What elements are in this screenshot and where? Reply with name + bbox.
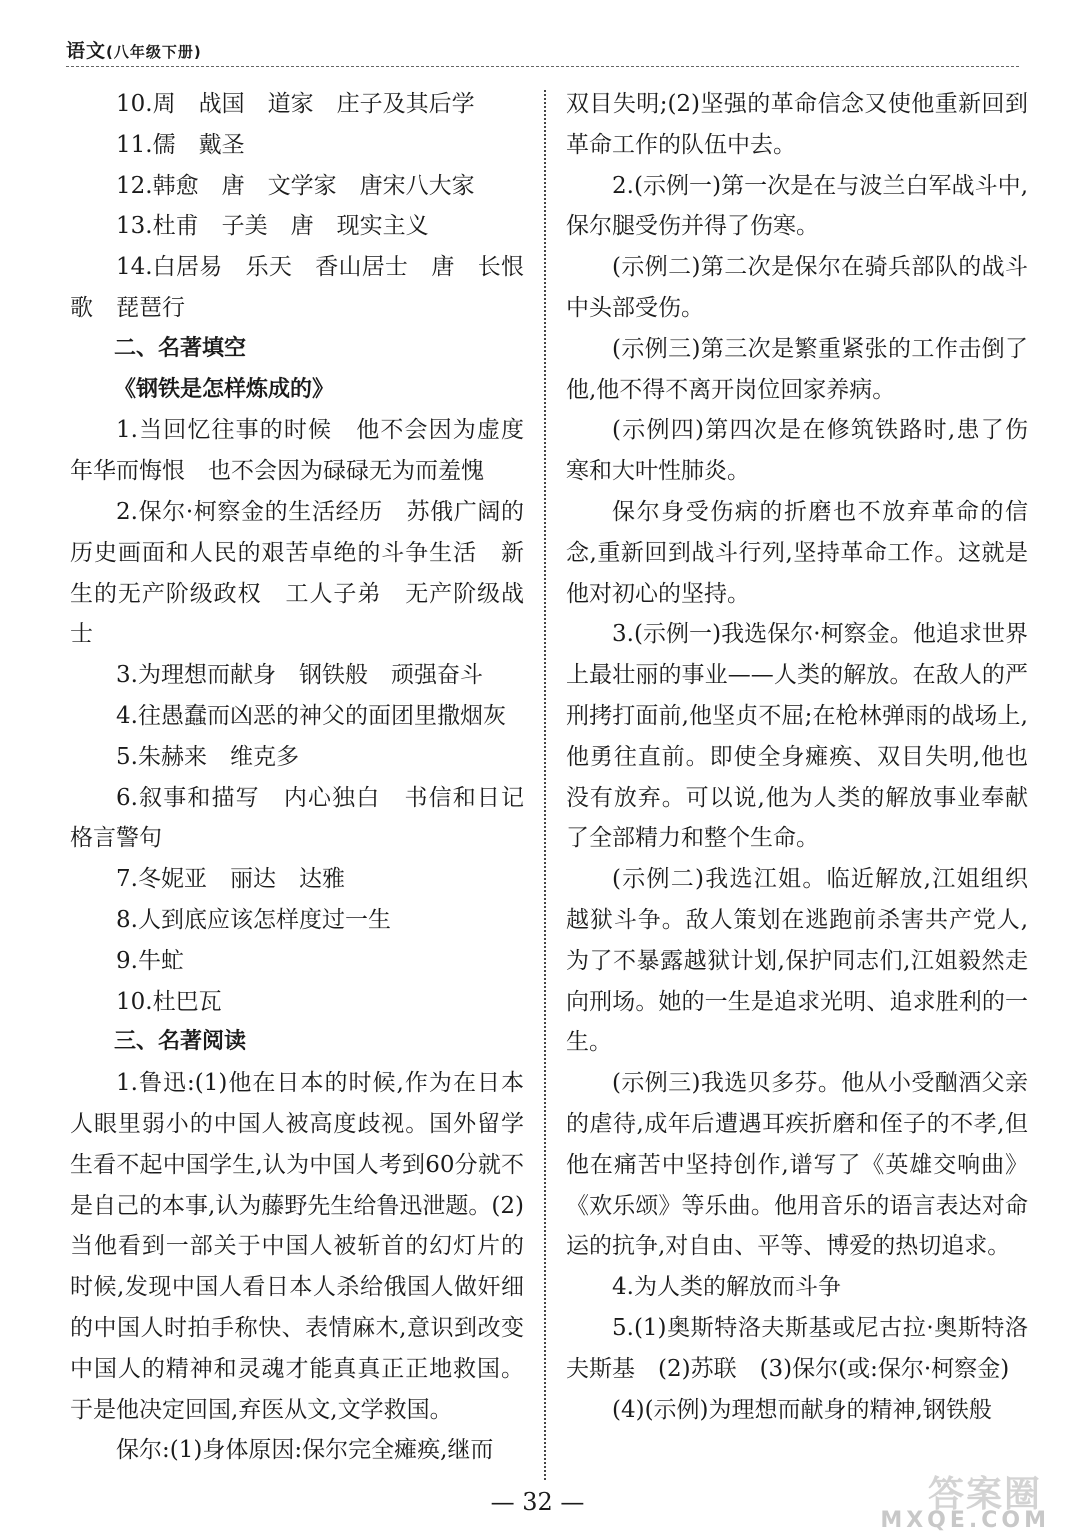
text-paragraph: 双目失明;(2)坚强的革命信念又使他重新回到革命工作的队伍中去。 [566,91,1028,158]
text-paragraph: 8.人到底应该怎样度过一生 [116,906,391,933]
text-paragraph: 10.杜巴瓦 [116,988,222,1015]
text-paragraph: 12.韩愈 唐 文学家 唐宋八大家 [116,172,475,199]
text-paragraph: 5.朱赫来 维克多 [116,743,299,770]
text-paragraph: (示例二)第二次是保尔在骑兵部队的战斗中头部受伤。 [566,254,1028,321]
text-paragraph: 9.牛虻 [116,947,184,974]
header-divider [66,66,1019,67]
page-number: — 32 — [490,1488,585,1516]
text-paragraph: (示例三)我选贝多芬。他从小受酗酒父亲的虐待,成年后遭遇耳疾折磨和侄子的不孝,但他在痛苦中坚持创作,谱写了《英雄交响曲》《欢乐颂》等乐曲。他用音乐的语言表达对命运的抗争,对自由、平等、博爱的热切追求。 [566,1070,1028,1260]
text-paragraph: 7.冬妮亚 丽达 达雅 [116,866,345,893]
text-paragraph: 2.保尔·柯察金的生活经历 苏俄广阔的历史画面和人民的艰苦卓绝的斗争生活 新生的无产阶级政权 工人子弟 无产阶级战士 [70,498,524,648]
text-paragraph: 3.为理想而献身 钢铁般 顽强奋斗 [116,662,483,689]
section-heading: 三、名著阅读 [114,1029,247,1055]
section-heading: 二、名著填空 [114,335,247,361]
text-paragraph: 11.儒 戴圣 [116,131,245,158]
section-heading: 《钢铁是怎样炼成的》 [114,376,335,402]
header-grade: (八年级下册) [106,43,202,61]
watermark-logo [880,1466,1060,1533]
right-column [566,84,1028,1430]
text-paragraph: (示例三)第三次是繁重紧张的工作击倒了他,他不得不离开岗位回家养病。 [566,335,1028,403]
left-column [70,84,547,1471]
text-paragraph: 14.白居易 乐天 香山居士 唐 长恨歌 琵琶行 [70,254,524,321]
watermark-bottom-text: MXQE.COM [880,1508,1050,1533]
text-paragraph: 2.(示例一)第一次是在与波兰白军战斗中,保尔腿受伤并得了伤寒。 [566,172,1028,240]
text-paragraph: (4)(示例)为理想而献身的精神,钢铁般 [612,1396,992,1423]
text-paragraph: 4.往愚蠢而凶恶的神父的面团里撒烟灰 [116,702,506,729]
column-divider [544,90,546,1480]
text-paragraph: 保尔身受伤病的折磨也不放弃革命的信念,重新回到战斗行列,坚持革命工作。这就是他对初心的坚持。 [566,498,1028,607]
text-paragraph: 保尔:(1)身体原因:保尔完全瘫痪,继而 [116,1437,494,1464]
watermark-top-text: 答案圈 [927,1474,1042,1515]
text-paragraph: 1.鲁迅:(1)他在日本的时候,作为在日本人眼里弱小的中国人被高度歧视。国外留学生看不起中国学生,认为中国人考到60分就不是自己的本事,认为藤野先生给鲁迅泄题。(2)当他看到一部关于中国人被斩首的幻灯片的时候,发现中国人看日本人杀给俄国人做奸细的中国人时拍手称快、表情麻木,意识到改变中国人的精神和灵魂才能真真正正地救国。于是他决定回国,弃医从文,文学救国。 [70,1070,524,1423]
running-header [66,36,202,63]
text-paragraph: 13.杜甫 子美 唐 现实主义 [116,213,429,240]
text-paragraph: (示例四)第四次是在修筑铁路时,患了伤寒和大叶性肺炎。 [566,417,1028,485]
text-paragraph: 4.为人类的解放而斗争 [612,1274,841,1301]
text-paragraph: 5.(1)奥斯特洛夫斯基或尼古拉·奥斯特洛夫斯基 (2)苏联 (3)保尔(或:保尔·柯察金) [566,1314,1028,1382]
text-paragraph: (示例二)我选江姐。临近解放,江姐组织越狱斗争。敌人策划在逃跑前杀害共产党人,为了不暴露越狱计划,保护同志们,江姐毅然走向刑场。她的一生是追求光明、追求胜利的一生。 [566,866,1028,1056]
text-paragraph: 1.当回忆往事的时候 他不会因为虚度年华而悔恨 也不会因为碌碌无为而羞愧 [70,417,524,485]
text-paragraph: 10.周 战国 道家 庄子及其后学 [116,91,475,117]
text-paragraph: 6.叙事和描写 内心独白 书信和日记 格言警句 [70,784,547,852]
text-paragraph: 3.(示例一)我选保尔·柯察金。他追求世界上最壮丽的事业——人类的解放。在敌人的严刑拷打面前,他坚贞不屈;在枪林弹雨的战场上,他勇往直前。即使全身瘫痪、双目失明,他也没有放弃。可以说,他为人类的解放事业奉献了全部精力和整个生命。 [566,621,1028,852]
header-subject: 语文 [66,40,107,62]
